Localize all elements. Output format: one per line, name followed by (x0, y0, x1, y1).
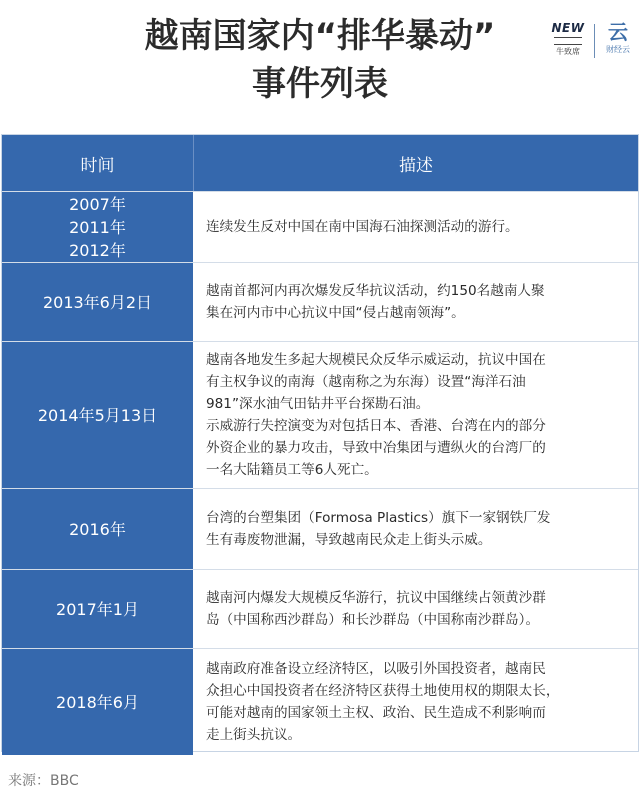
desc-line: 一名大陆籍员工等6人死亡。 (206, 462, 378, 478)
yun-logo-sub: 财经云 (606, 45, 630, 54)
new-logo-lines (554, 37, 582, 45)
time-line: 2016年 (69, 519, 126, 539)
table-row (2, 191, 638, 262)
new-logo (548, 20, 588, 60)
page-title-line-2: 事件列表 (252, 64, 388, 104)
desc-line: 981”深水油气田钻井平台探勘石油。 (206, 396, 430, 412)
table-row (2, 648, 638, 755)
time-cell (2, 263, 193, 341)
desc-line: 台湾的台塑集团（Formosa Plastics）旗下一家钢铁厂发 (206, 510, 551, 526)
yun-logo (600, 20, 636, 60)
new-logo-text: NEW (551, 21, 585, 35)
time-line: 2007年 (69, 194, 126, 214)
desc-line: 越南各地发生多起大规模民众反华示威运动，抗议中国在 (206, 352, 546, 368)
source-note: 来源：BBC (8, 773, 79, 789)
table-row (2, 569, 638, 648)
table-row (2, 262, 638, 341)
desc-line: 有主权争议的南海（越南称之为东海）设置“海洋石油 (206, 374, 526, 390)
time-cell (2, 570, 193, 648)
logo-divider (594, 24, 595, 58)
desc-cell (193, 263, 638, 341)
time-cell (2, 489, 193, 569)
desc-line: 外资企业的暴力攻击，导致中冶集团与遭纵火的台湾厂的 (206, 440, 546, 456)
desc-line: 集在河内市中心抗议中国“侵占越南领海”。 (206, 305, 465, 321)
desc-line: 生有毒废物泄漏，导致越南民众走上街头示威。 (206, 532, 492, 548)
desc-line: 岛（中国称西沙群岛）和长沙群岛（中国称南沙群岛）。 (206, 612, 540, 628)
new-logo-sub: 牛致席 (556, 47, 580, 56)
desc-line: 走上街头抗议。 (206, 727, 302, 743)
yun-logo-text: 云 (608, 20, 628, 44)
time-cell (2, 649, 193, 755)
desc-cell (193, 489, 638, 569)
time-line: 2014年5月13日 (37, 405, 158, 425)
desc-line: 越南政府准备设立经济特区，以吸引外国投资者，越南民 (206, 661, 546, 677)
desc-cell (193, 649, 638, 755)
time-line: 2011年 (69, 217, 126, 237)
table-row (2, 341, 638, 488)
time-line: 2018年6月 (56, 692, 139, 712)
desc-line: 越南首都河内再次爆发反华抗议活动，约150名越南人聚 (206, 283, 545, 299)
page-title (0, 12, 640, 108)
table-row (2, 488, 638, 569)
desc-line: 越南河内爆发大规模反华游行，抗议中国继续占领黄沙群 (206, 590, 546, 606)
time-line: 2013年6月2日 (42, 292, 153, 312)
header-time: 时间 (2, 135, 193, 191)
time-line: 2017年1月 (56, 599, 139, 619)
desc-cell (193, 570, 638, 648)
desc-line: 连续发生反对中国在南中国海石油探测活动的游行。 (206, 219, 519, 235)
time-cell (2, 192, 193, 262)
time-line: 2012年 (69, 240, 126, 260)
desc-cell (193, 342, 638, 488)
publisher-logos (548, 20, 636, 60)
desc-cell (193, 192, 638, 262)
header-desc: 描述 (193, 135, 638, 191)
desc-line: 示威游行失控演变为对包括日本、香港、台湾在内的部分 (206, 418, 546, 434)
page-title-line-1: 越南国家内“排华暴动” (144, 16, 496, 56)
events-table (1, 134, 639, 752)
desc-line: 可能对越南的国家领土主权、政治、民生造成不利影响而 (206, 705, 546, 721)
time-cell (2, 342, 193, 488)
table-header (2, 135, 638, 191)
desc-line: 众担心中国投资者在经济特区获得土地使用权的期限太长， (206, 683, 560, 699)
